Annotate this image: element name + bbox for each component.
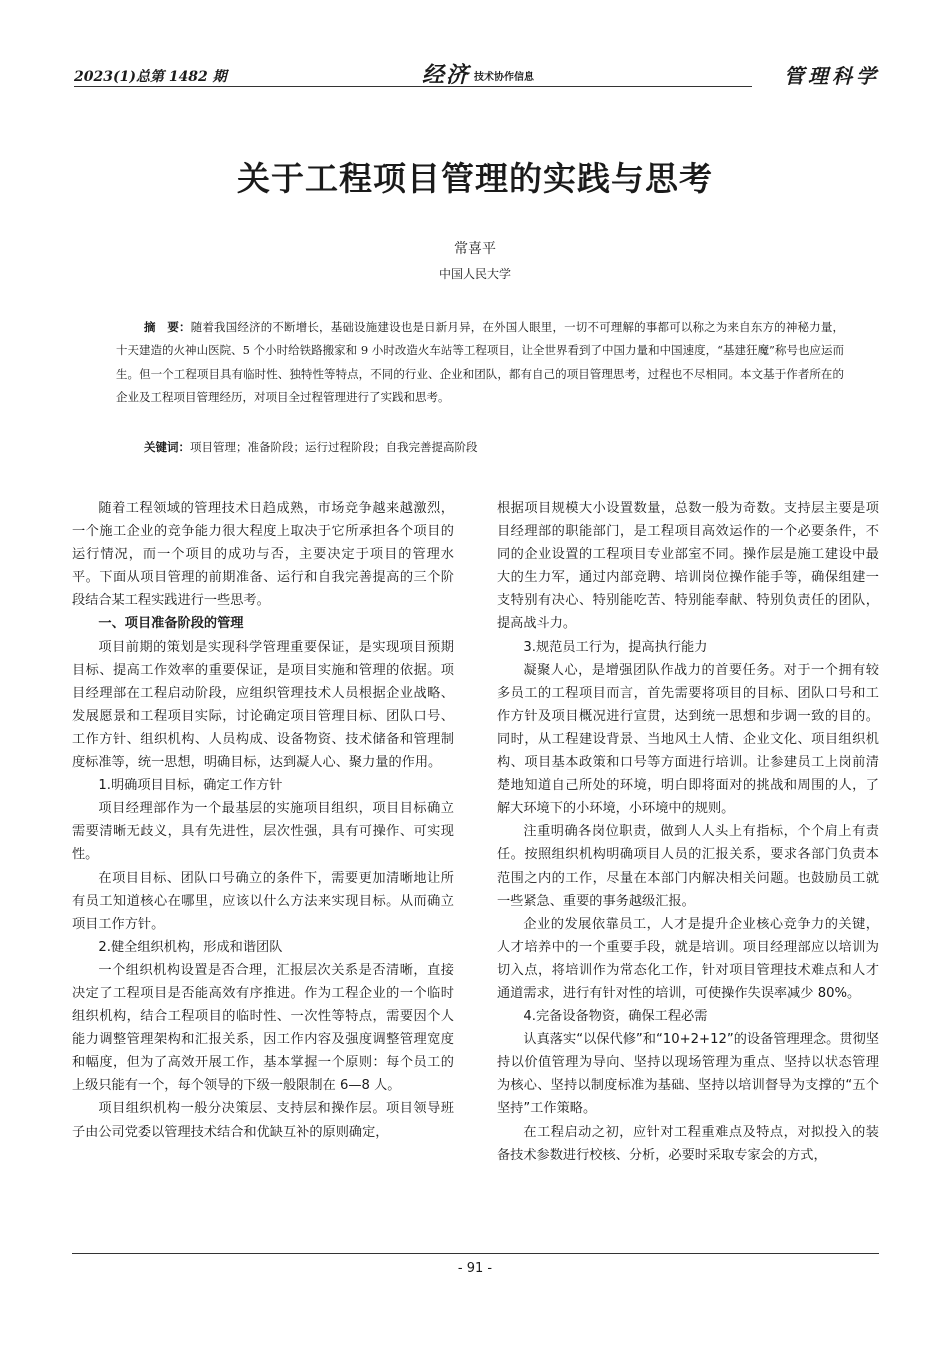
running-header: [74, 58, 880, 88]
paragraph: 项目前期的策划是实现科学管理重要保证，是实现项目预期目标、提高工作效率的重要保证，是项目实施和管理的依据。项目经理部在工程启动阶段，应组织管理技术人员根据企业战略、发展愿景和工程项目实际，讨论确定项目管理目标、团队口号、工作方针、组织机构、人员构成、设备物资、技术储备和管理制度标准等，统一思想，明确目标，达到凝人心、聚力量的作用。: [72, 639, 454, 771]
paragraph: 在项目目标、团队口号确立的条件下，需要更加清晰地让所有员工知道核心在哪里，应该以什么方法来实现目标。从而确立项目工作方针。: [72, 870, 454, 932]
paragraph: 项目组织机构一般分决策层、支持层和操作层。项目领导班子由公司党委以管理技术结合和优缺互补的原则确定，: [72, 1101, 454, 1140]
subsection-heading: 4.完备设备物资，确保工程必需: [523, 1009, 708, 1025]
abstract-text: 随着我国经济的不断增长，基础设施建设也是日新月异，在外国人眼里，一切不可理解的事都可以称之为来自东方的神秘力量，十天建造的火神山医院、5 个小时给铁路搬家和 9 小时改造火车站等工程项目，让全世界看到了中国力量和中国速度，“基建狂魔”称号也应运而生。但一个工程项目具有临时性、独特性等特点，不同的行业、企业和团队，都有自己的项目管理思考，过程也不尽相同。本文基于作者所在的企业及工程项目管理经历，对项目全过程管理进行了实践和思考。: [116, 320, 845, 405]
paragraph-continued: 根据项目规模大小设置数量，总数一般为奇数。支持层主要是项目经理部的职能部门，是工程项目高效运作的一个必要条件，不同的企业设置的工程项目专业部室不同。操作层是施工建设中最大的生力军，通过内部竞聘、培训岗位操作能手等，确保组建一支特别有决心、特别能吃苦、特别能奉献、特别负责任的团队，提高战斗力。: [497, 501, 879, 632]
journal-logo-main: 经济: [422, 62, 471, 88]
paragraph: 一个组织机构设置是否合理，汇报层次关系是否清晰，直接决定了工程项目是否能高效有序推进。作为工程企业的一个临时组织机构，结合工程项目的临时性、一次性等特点，需要因个人能力调整管理架构和汇报关系，因工作内容及强度调整管理宽度和幅度，但为了高效开展工作，基本掌握一个原则：每个员工的上级只能有一个，每个领导的下级一般限制在 6—8 人。: [72, 962, 454, 1094]
paragraph: 随着工程领域的管理技术日趋成熟，市场竞争越来越激烈，一个施工企业的竞争能力很大程度上取决于它所承担各个项目的运行情况，而一个项目的成功与否，主要决定于项目的管理水平。下面从项目管理的前期准备、运行和自我完善提高的三个阶段结合某工程实践进行一些思考。: [72, 501, 454, 609]
journal-logo: [422, 58, 535, 88]
affiliation: 中国人民大学: [438, 267, 511, 281]
paragraph: 项目经理部作为一个最基层的实施项目组织，项目目标确立需要清晰无歧义，具有先进性，层次性强，具有可操作、可实现性。: [72, 801, 454, 863]
section-heading: 一、项目准备阶段的管理: [98, 616, 244, 632]
paragraph: 注重明确各岗位职责，做到人人头上有指标，个个肩上有责任。按照组织机构明确项目人员的汇报关系，要求各部门负责本范围之内的工作，尽量在本部门内解决相关问题。也鼓励员工就一些紧急、重要的事务越级汇报。: [497, 824, 879, 909]
keywords: [144, 439, 844, 455]
body-column-right: [497, 497, 879, 1167]
subsection-heading: 3.规范员工行为，提高执行能力: [523, 639, 708, 655]
keywords-text: 项目管理；准备阶段；运行过程阶段；自我完善提高阶段: [190, 440, 478, 454]
journal-logo-sub: 技术协作信息: [474, 72, 535, 83]
abstract: [116, 316, 844, 410]
keywords-label: 关键词：: [144, 440, 190, 454]
subsection-heading: 1.明确项目目标，确定工作方针: [98, 778, 283, 794]
abstract-label: 摘 要：: [144, 320, 191, 334]
issue-number: 2023(1)总第 1482 期: [74, 69, 227, 85]
paragraph: 认真落实“以保代修”和“10+2+12”的设备管理理念。贯彻坚持以价值管理为导向、坚持以现场管理为重点、坚持以状态管理为核心、坚持以制度标准为基础、坚持以培训督导为支撑的“五个坚持”工作策略。: [497, 1032, 879, 1117]
paragraph: 在工程启动之初，应针对工程重难点及特点，对拟投入的装备技术参数进行校核、分析，必要时采取专家会的方式，: [497, 1124, 879, 1163]
footer-rule: [72, 1253, 879, 1254]
section-name: 管理科学: [784, 64, 880, 88]
subsection-heading: 2.健全组织机构，形成和谐团队: [98, 939, 283, 955]
page-number: - 91 -: [457, 1261, 493, 1276]
body-column-left: [72, 497, 454, 1144]
article-title: 关于工程项目管理的实践与思考: [237, 159, 713, 198]
header-rule: [74, 86, 752, 87]
paragraph: 凝聚人心，是增强团队作战力的首要任务。对于一个拥有较多员工的工程项目而言，首先需要将项目的目标、团队口号和工作方针及项目概况进行宣贯，达到统一思想和步调一致的目的。同时，从工程建设背景、当地风土人情、企业文化、项目组织机构、项目基本政策和口号等方面进行培训。让参建员工上岗前清楚地知道自己所处的环境，明白即将面对的挑战和周围的人，了解大环境下的小环境，小环境中的规则。: [497, 662, 879, 817]
author: 常喜平: [454, 241, 496, 257]
paragraph: 企业的发展依靠员工，人才是提升企业核心竞争力的关键，人才培养中的一个重要手段，就是培训。项目经理部应以培训为切入点，将培训作为常态化工作，针对项目管理技术难点和人才通道需求，进行有针对性的培训，可使操作失误率减少 80%。: [497, 916, 879, 1001]
